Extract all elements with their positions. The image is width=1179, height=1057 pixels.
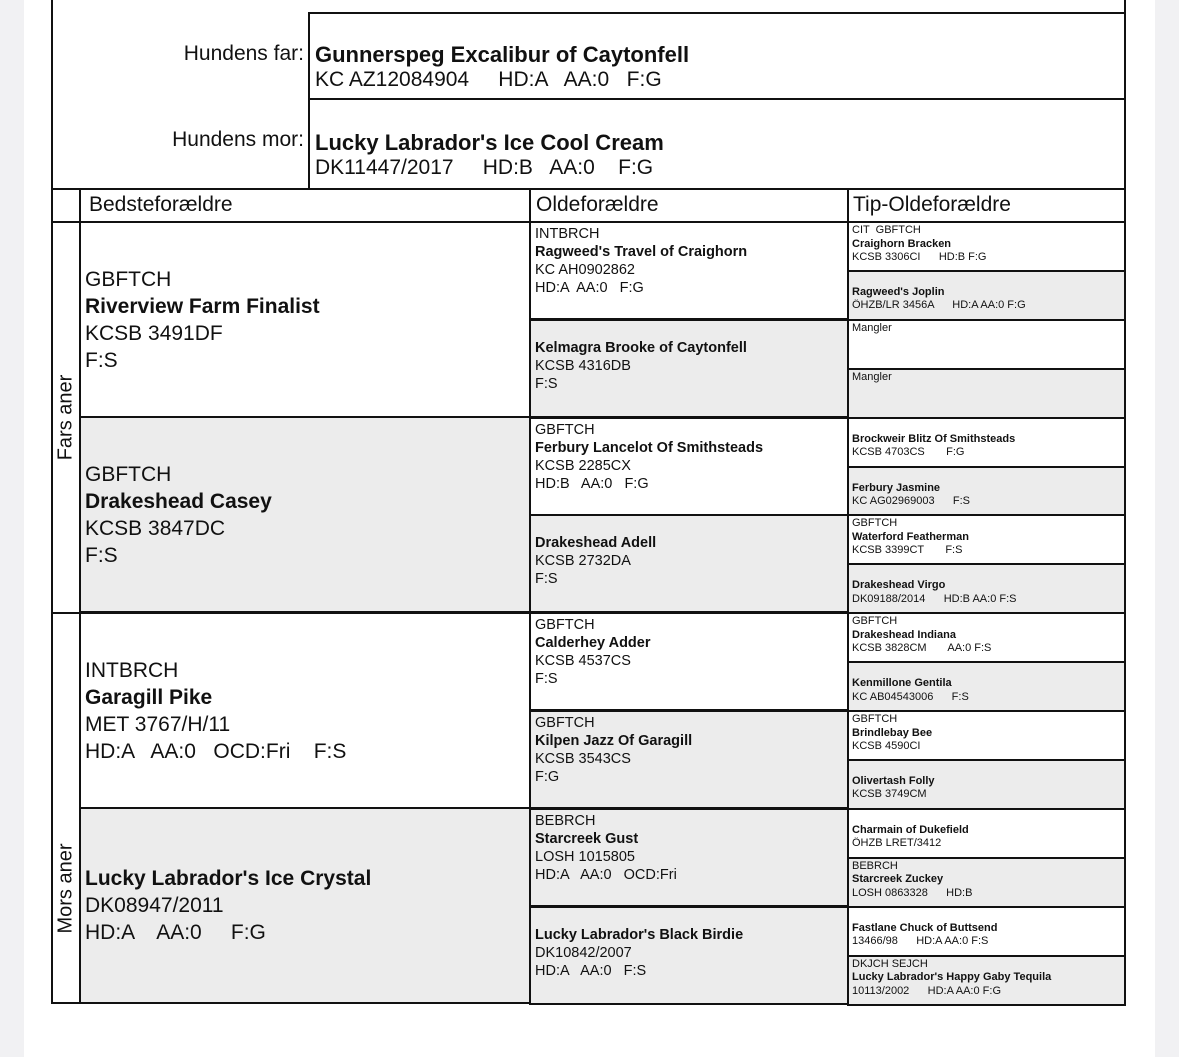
great-great-grandparent-cell [847, 808, 1126, 859]
great-grandparent-name: Ragweed's Travel of Craighorn [535, 244, 748, 260]
great-grandparent-reg: KC AH0902862 [535, 262, 635, 278]
great-grandparent-title: GBFTCH [535, 715, 595, 731]
grandparent-title: GBFTCH [85, 462, 172, 486]
great-great-grandparent-cell [847, 710, 1126, 761]
great-grandparent-reg: KCSB 4316DB [535, 357, 631, 374]
great-grandparent-name: Kilpen Jazz Of Garagill [535, 733, 693, 749]
great-grandparent-health: F:G [535, 769, 560, 785]
sire-side-label [51, 221, 81, 614]
great-great-grandparent-title: BEBRCH [852, 859, 898, 872]
great-great-grandparent-info: KCSB 4590CI [852, 740, 921, 752]
great-great-grandparent-title: DKJCH SEJCH [852, 957, 928, 970]
great-great-grandparent-info: ÖHZB/LR 3456A HD:A AA:0 F:G [852, 299, 1026, 312]
great-grandparent-reg: KCSB 2285CX [535, 457, 631, 474]
grandparent-reg: DK08947/2011 [85, 894, 224, 917]
great-grandparent-title: GBFTCH [535, 421, 595, 438]
great-great-grandparent-cell [847, 955, 1126, 1006]
grandparent-title: INTBRCH [85, 658, 179, 682]
great-great-grandparent-cell [847, 906, 1126, 957]
dam-side-text: Mors aner [54, 842, 77, 934]
great-great-grandparent-info: KCSB 3306CI HD:B F:G [852, 251, 987, 263]
dam-name: Lucky Labrador's Ice Cool Cream [315, 130, 664, 155]
great-great-grandparent-cell [847, 759, 1126, 810]
great-grandparent-name: Calderhey Adder [535, 635, 651, 652]
great-grandparent-name: Kelmagra Brooke of Caytonfell [535, 339, 747, 356]
great-grandparent-reg: KCSB 4537CS [535, 653, 631, 670]
grandparent-name: Drakeshead Casey [85, 489, 272, 513]
sire-side-text: Fars aner [54, 374, 77, 461]
dam-label: Hundens mor: [172, 128, 304, 151]
great-grandparent-name: Starcreek Gust [535, 830, 639, 847]
great-great-grandparent-title: GBFTCH [852, 615, 898, 628]
grandparent-health: HD:A AA:0 OCD:Fri F:S [85, 739, 347, 763]
great-grandparent-health: HD:A AA:0 F:S [535, 962, 647, 979]
great-great-grandparent-name: Olivertash Folly [852, 774, 935, 787]
sire-label: Hundens far: [183, 42, 304, 65]
grandparent-name: Riverview Farm Finalist [85, 294, 320, 318]
grandparent-reg: KCSB 3847DC [85, 516, 226, 540]
great-great-grandparent-cell [847, 661, 1126, 712]
great-great-grandparent-info: KCSB 4703CS F:G [852, 446, 965, 459]
sire-box [308, 12, 1126, 100]
great-grandparent-reg: LOSH 1015805 [535, 848, 635, 865]
header-grandparents: Bedsteforældre [79, 188, 531, 223]
great-grandparent-cell [529, 319, 849, 418]
grandparent-reg: MET 3767/H/11 [85, 712, 231, 736]
dam-side-label [51, 612, 81, 1004]
great-great-grandparent-info: LOSH 0863328 HD:B [852, 886, 973, 899]
great-grandparent-reg: DK10842/2007 [535, 944, 632, 961]
great-great-grandparent-cell [847, 514, 1126, 565]
great-great-grandparent-name: Craighorn Bracken [852, 237, 952, 250]
great-great-grandparent-name: Brockweir Blitz Of Smithsteads [852, 432, 1016, 445]
sire-info: KC AZ12084904 HD:A AA:0 F:G [315, 68, 662, 91]
great-grandparent-name: Drakeshead Adell [535, 535, 657, 552]
great-great-grandparent-cell [847, 563, 1126, 614]
great-grandparent-reg: KCSB 2732DA [535, 553, 631, 570]
great-great-grandparent-cell [847, 319, 1126, 370]
great-great-grandparent-info: KCSB 3399CT F:S [852, 544, 963, 557]
great-great-grandparent-cell [847, 368, 1126, 419]
great-grandparent-cell [529, 906, 849, 1005]
great-great-grandparent-cell [847, 612, 1126, 663]
great-great-grandparent-title: Mangler [852, 321, 892, 334]
great-great-grandparent-name: Ferbury Jasmine [852, 481, 941, 494]
great-grandparent-health: HD:A AA:0 F:G [535, 280, 644, 296]
grandparent-reg: KCSB 3491DF [85, 321, 223, 345]
great-grandparent-cell [529, 417, 849, 516]
great-grandparent-cell [529, 221, 849, 320]
dam-box [308, 98, 1126, 190]
great-great-grandparent-name: Ragweed's Joplin [852, 285, 945, 298]
great-grandparent-title: GBFTCH [535, 617, 595, 634]
great-great-grandparent-cell [847, 270, 1126, 321]
great-grandparent-health: HD:B AA:0 F:G [535, 475, 649, 492]
great-great-grandparent-info: ÖHZB LRET/3412 [852, 837, 942, 850]
grandparent-cell [79, 416, 531, 613]
great-great-grandparent-info: 10113/2002 HD:A AA:0 F:G [852, 984, 1001, 997]
pedigree-page [24, 0, 1155, 1057]
great-great-grandparent-title: GBFTCH [852, 517, 898, 530]
great-great-grandparent-title: GBFTCH [852, 713, 898, 725]
header-great-grandparents: Oldeforældre [529, 188, 849, 223]
great-great-grandparent-cell [847, 417, 1126, 468]
header-corner [51, 188, 81, 223]
great-grandparent-name: Lucky Labrador's Black Birdie [535, 926, 744, 943]
great-grandparent-health: F:S [535, 571, 558, 588]
grandparent-health: F:S [85, 348, 118, 372]
great-great-grandparent-name: Drakeshead Virgo [852, 579, 946, 592]
grandparent-cell [79, 221, 531, 418]
great-grandparent-cell [529, 710, 849, 809]
great-great-grandparent-info: 13466/98 HD:A AA:0 F:S [852, 935, 989, 948]
great-great-grandparent-info: KCSB 3828CM AA:0 F:S [852, 642, 992, 655]
great-great-grandparent-info: KCSB 3749CM [852, 788, 927, 801]
great-great-grandparent-name: Charmain of Dukefield [852, 823, 969, 836]
great-grandparent-cell [529, 808, 849, 907]
great-grandparent-reg: KCSB 3543CS [535, 751, 631, 767]
grandparent-name: Lucky Labrador's Ice Crystal [85, 867, 372, 890]
great-great-grandparent-info: KC AB04543006 F:S [852, 690, 969, 703]
grandparent-title: GBFTCH [85, 267, 172, 291]
great-grandparent-health: F:S [535, 375, 558, 392]
grandparent-cell [79, 807, 531, 1004]
great-grandparent-title: BEBRCH [535, 812, 596, 829]
grandparent-cell [79, 612, 531, 809]
header-great-great-grandparents: Tip-Oldeforældre [847, 188, 1126, 223]
great-great-grandparent-name: Waterford Featherman [852, 530, 969, 543]
great-great-grandparent-info: KC AG02969003 F:S [852, 495, 971, 507]
great-great-grandparent-title: Mangler [852, 370, 892, 383]
sire-name: Gunnerspeg Excalibur of Caytonfell [315, 42, 690, 67]
great-grandparent-health: F:S [535, 671, 558, 688]
great-great-grandparent-name: Brindlebay Bee [852, 726, 933, 739]
great-great-grandparent-title: CIT GBFTCH [852, 224, 921, 236]
great-grandparent-cell [529, 612, 849, 711]
grandparent-health: F:S [85, 543, 118, 567]
great-grandparent-name: Ferbury Lancelot Of Smithsteads [535, 439, 764, 456]
great-great-grandparent-name: Starcreek Zuckey [852, 873, 944, 886]
grandparent-health: HD:A AA:0 F:G [85, 921, 266, 944]
great-grandparent-cell [529, 514, 849, 613]
great-grandparent-health: HD:A AA:0 OCD:Fri [535, 866, 677, 883]
great-grandparent-title: INTBRCH [535, 226, 600, 242]
great-great-grandparent-info: DK09188/2014 HD:B AA:0 F:S [852, 592, 1017, 605]
great-great-grandparent-cell [847, 466, 1126, 517]
great-great-grandparent-cell [847, 857, 1126, 908]
great-great-grandparent-name: Kenmillone Gentila [852, 677, 952, 690]
dam-info: DK11447/2017 HD:B AA:0 F:G [315, 156, 654, 179]
great-great-grandparent-name: Drakeshead Indiana [852, 628, 956, 641]
great-great-grandparent-name: Lucky Labrador's Happy Gaby Tequila [852, 971, 1052, 983]
great-great-grandparent-name: Fastlane Chuck of Buttsend [852, 921, 998, 934]
great-great-grandparent-cell [847, 221, 1126, 272]
grandparent-name: Garagill Pike [85, 685, 213, 709]
